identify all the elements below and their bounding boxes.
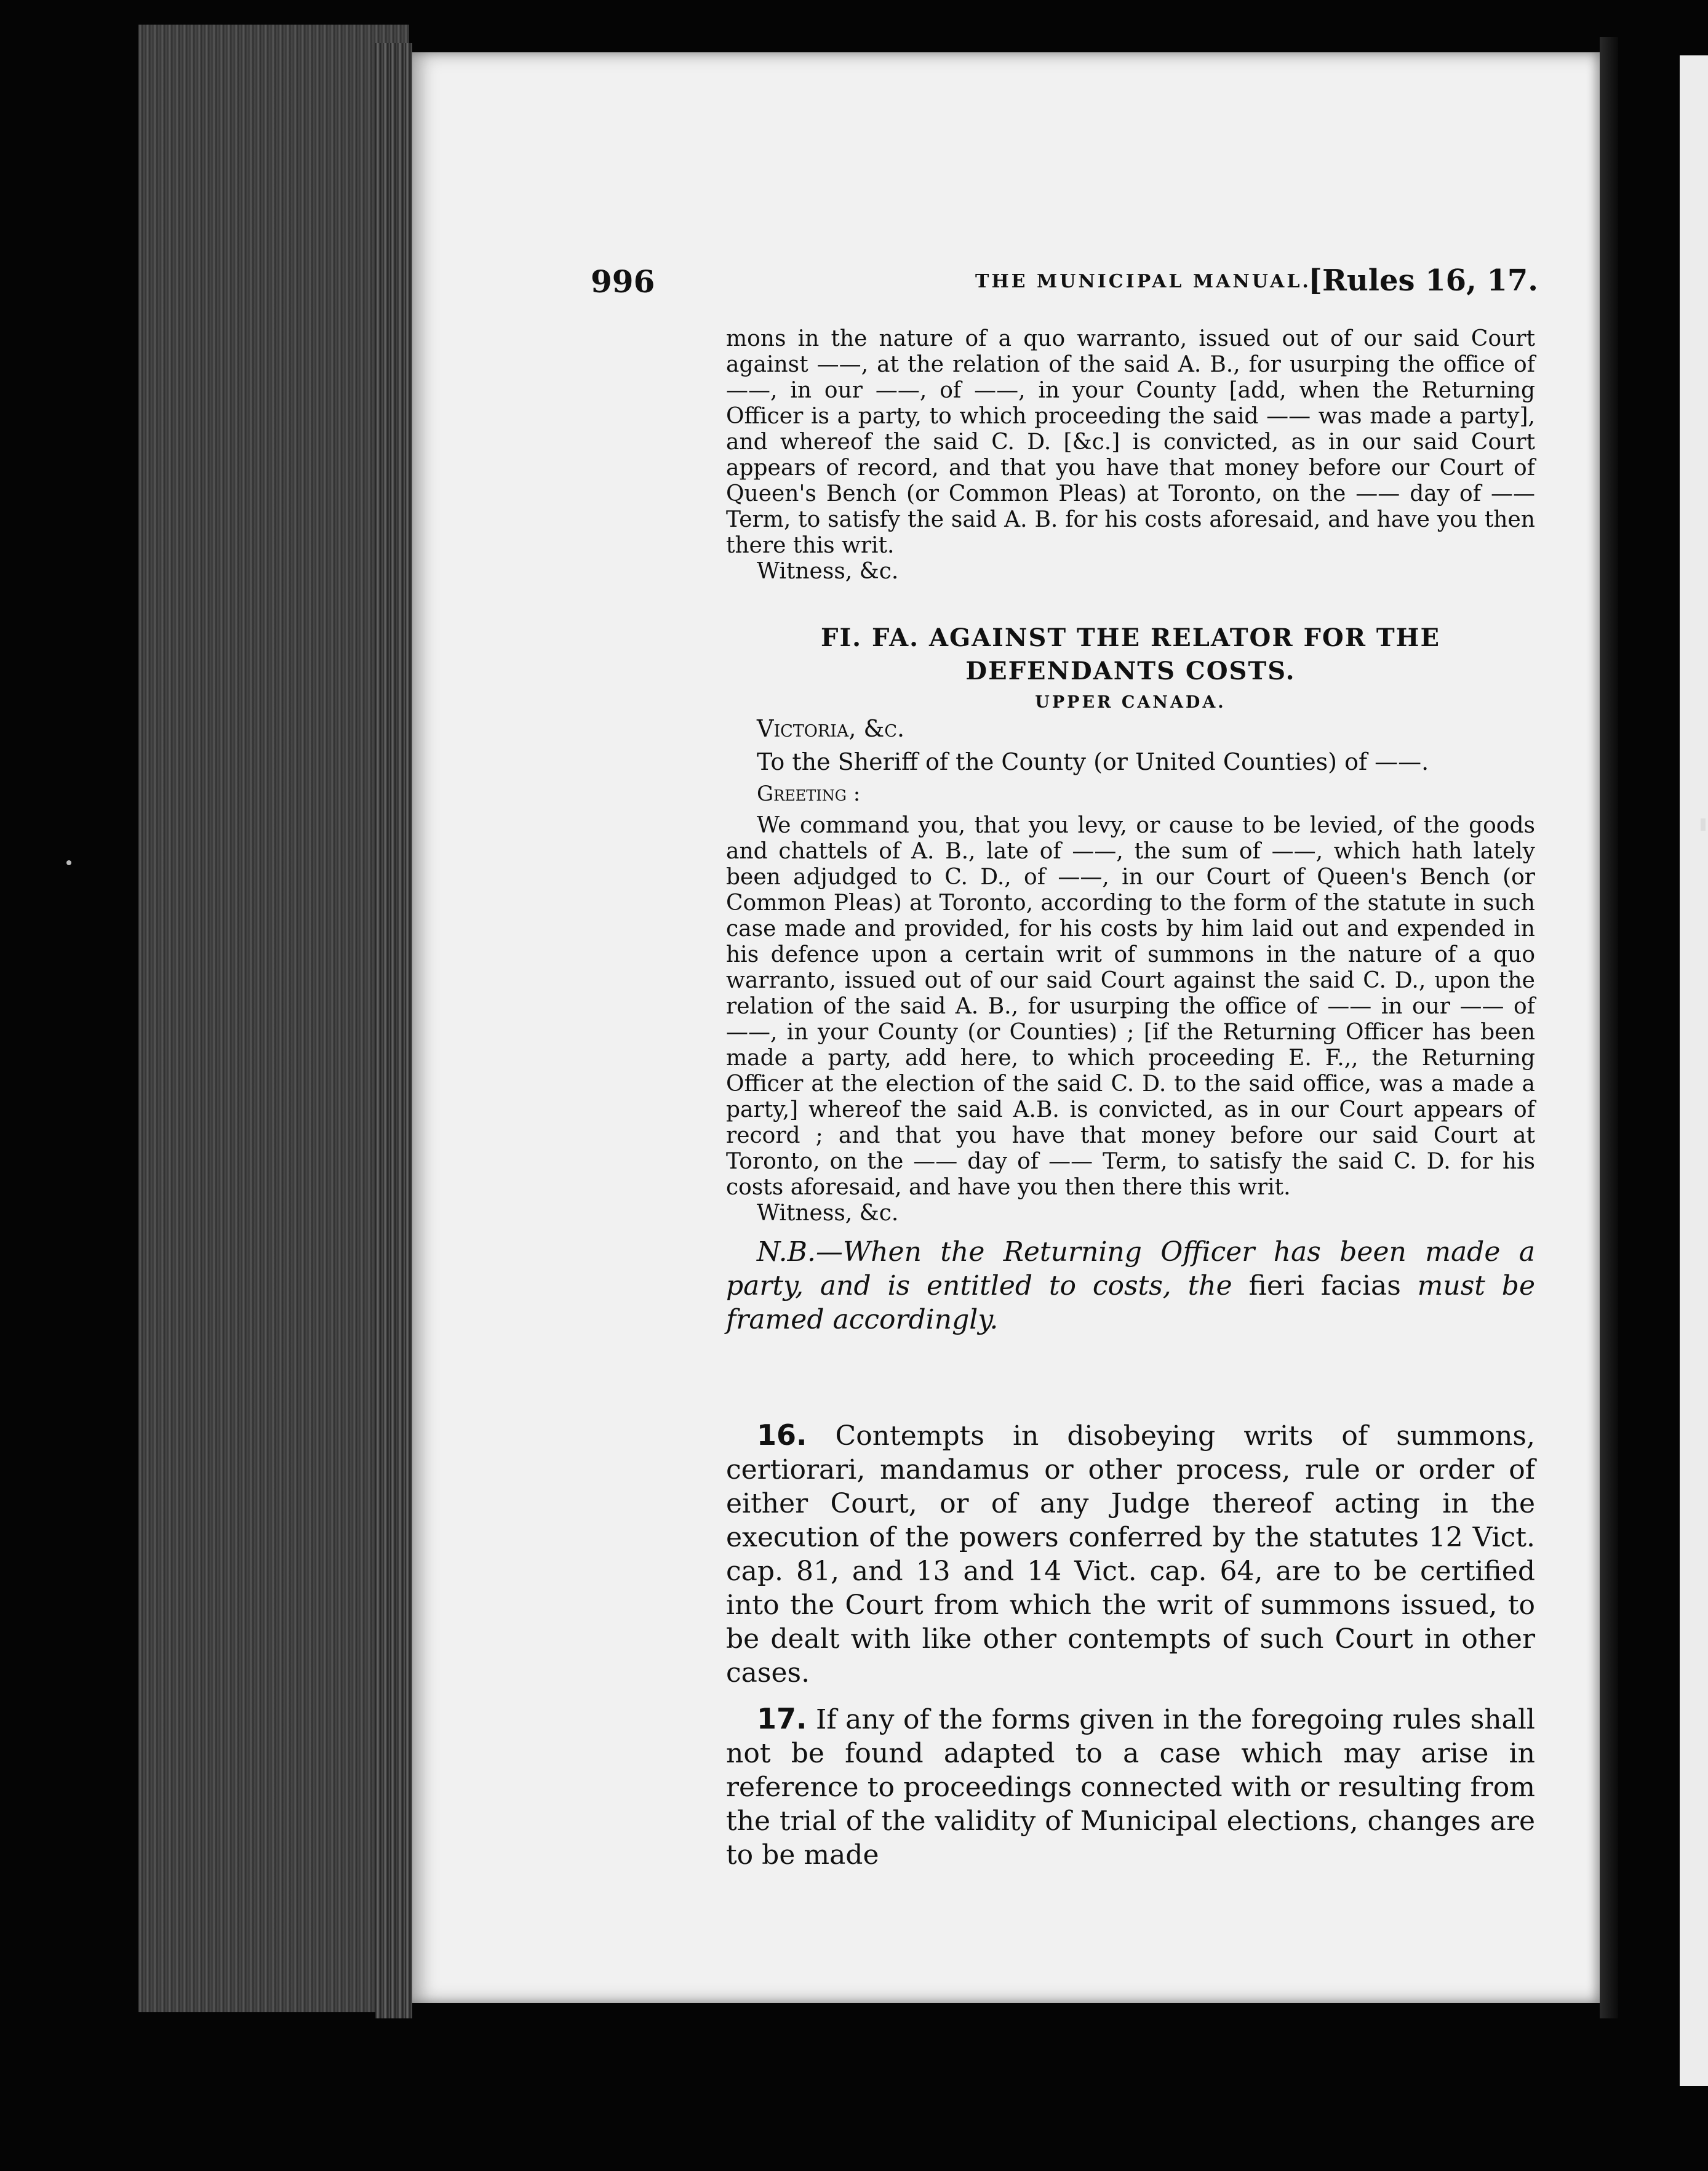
rules-reference: [Rules 16, 17. xyxy=(1308,263,1538,298)
page-number: 996 xyxy=(591,263,655,300)
scan-speck xyxy=(1701,818,1706,831)
form-body: We command you, that you levy, or cause to be levied, of the goods and chattels of A. B., late of ——, the sum of ——, which hath lately been adjudged to C. D., of ——, in our Court of Queen's Bench (or Common Pleas) at Toronto, according to the form of the statute in such case made and provided, for his costs by him laid out and expended in his defence upon a certain writ of summons in the nature of a quo warranto, issued out of our said Court against the said C. D., upon the relation of the said A. B., for usurping the office of —— in our —— of ——, in your County (or Counties) ; [if the Returning Officer has been made a party, add here, to which proceeding E. F.,, the Returning Officer at the election of the said C. D. to the said office, was a made a party,] whereof the said A.B. is convicted, as in our Court appears of record ; and that you have that money before our said Court at Toronto, on the —— day of —— Term, to satisfy the said C. D. for his costs aforesaid, and have you then there this writ. xyxy=(726,813,1535,1200)
nota-bene xyxy=(726,1235,1535,1337)
nota-bene-suffix: must be framed accordingly. xyxy=(726,1270,1535,1335)
rules-section xyxy=(726,1418,1535,1872)
rule-number: 17. xyxy=(757,1702,807,1735)
rule-text: Contempts in disobeying writs of summons, certiorari, mandamus or other process, rule or order of either Court, or of any Judge thereof acting in the execution of the powers conferred by the statutes 12 Vict. cap. 81, and 13 and 14 Vict. cap. 64, are to be certified into the Court from which the writ of summons issued, to be dealt with like other contempts of such Court in other cases. xyxy=(726,1420,1535,1689)
rule-17 xyxy=(726,1702,1535,1872)
form-heading: FI. FA. AGAINST THE RELATOR FOR THE DEFENDANTS COSTS. xyxy=(821,623,1440,686)
page-header xyxy=(591,263,1538,306)
form-subheading: UPPER CANADA. xyxy=(1035,693,1226,712)
page-gutter-shadow xyxy=(1600,37,1618,2018)
rule-16 xyxy=(726,1418,1535,1690)
rule-text: If any of the forms given in the foregoing rules shall not be found adapted to a case which may arise in reference to proceedings connected with or resulting from the trial of the validity of Municipal elections, changes are to be made xyxy=(726,1704,1535,1871)
rule-number: 16. xyxy=(757,1418,807,1452)
facing-page-edge xyxy=(1680,55,1708,2086)
form-witness: Witness, &c. xyxy=(757,1201,899,1226)
book-spine xyxy=(138,25,409,2012)
writ-continuation-text: mons in the nature of a quo warranto, issued out of our said Court against ——, at the relation of the said A. B., for usurping the office of ——, in our ——, of ——, in your County [add, when the Returning Officer is a party, to which proceeding the said —— was made a party], and whereof the said C. D. [&c.] is convicted, as in our said Court appears of record, and that you have that money before our Court of Queen's Bench (or Common Pleas) at Toronto, on the —— day of —— Term, to satisfy the said A. B. for his costs aforesaid, and have you then there this writ. xyxy=(726,326,1535,558)
fifa-form xyxy=(726,622,1535,1337)
nota-bene-prefix: N.B.—When the Returning Officer has been made a party, and is entitled to costs, the xyxy=(726,1236,1535,1301)
form-victoria: Victoria, &c. xyxy=(757,715,905,742)
writ-continuation xyxy=(726,326,1535,585)
scan-speck xyxy=(66,860,71,865)
running-title: THE MUNICIPAL MANUAL. xyxy=(975,271,1311,292)
form-greeting: Greeting : xyxy=(757,782,861,806)
form-to-sheriff: To the Sheriff of the County (or United Counties) of ——. xyxy=(757,748,1429,775)
nota-bene-upright: fieri facias xyxy=(1248,1270,1401,1301)
writ-witness: Witness, &c. xyxy=(757,559,899,584)
page-stack-edge xyxy=(375,43,412,2018)
